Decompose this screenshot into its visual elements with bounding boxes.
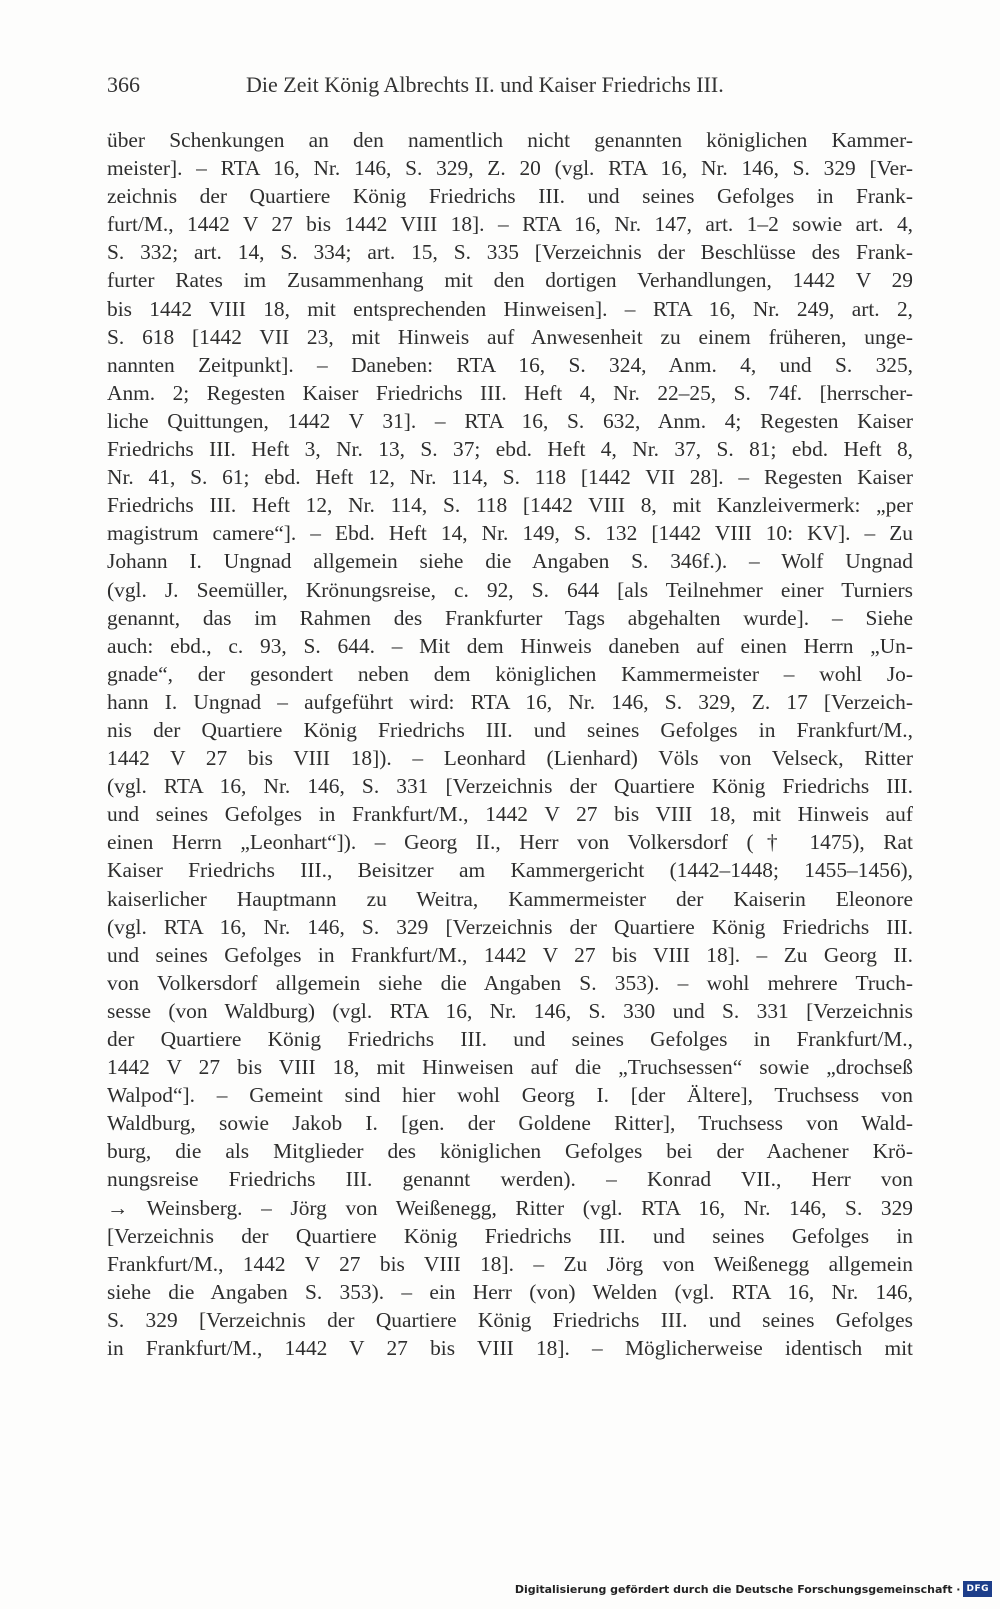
text-line: kaiserlicher Hauptmann zu Weitra, Kammermeister der Kaiserin Eleonore bbox=[107, 886, 913, 911]
text-line: furt/M., 1442 V 27 bis 1442 VIII 18]. – RTA 16, Nr. 147, art. 1–2 sowie art. 4, bbox=[107, 212, 913, 237]
text-line: 1442 V 27 bis VIII 18, mit Hinweisen auf die „Truchsessen“ sowie „drochseß bbox=[107, 1055, 913, 1080]
text-line: S. 332; art. 14, S. 334; art. 15, S. 335 [Verzeichnis der Beschlüsse des Frank- bbox=[107, 240, 913, 265]
text-line: zeichnis der Quartiere König Friedrichs III. und seines Gefolges in Frank- bbox=[107, 184, 913, 209]
text-line: einen Herrn „Leonhart“]). – Georg II., Herr von Volkersdorf († 1475), Rat bbox=[107, 830, 913, 855]
text-line: S. 618 [1442 VII 23, mit Hinweis auf Anwesenheit zu einem früheren, unge- bbox=[107, 324, 913, 349]
text-line: Nr. 41, S. 61; ebd. Heft 12, Nr. 114, S. 118 [1442 VII 28]. – Regesten Kaiser bbox=[107, 465, 913, 490]
text-line: der Quartiere König Friedrichs III. und seines Gefolges in Frankfurt/M., bbox=[107, 1027, 913, 1051]
footer-text: Digitalisierung gefördert durch die Deutsche Forschungsgemeinschaft · bbox=[514, 1582, 961, 1596]
text-line: auch: ebd., c. 93, S. 644. – Mit dem Hinweis daneben auf einen Herrn „Un- bbox=[107, 633, 913, 658]
text-line: meister]. – RTA 16, Nr. 146, S. 329, Z. 20 (vgl. RTA 16, Nr. 146, S. 329 [Ver- bbox=[107, 156, 913, 181]
text-line: liche Quittungen, 1442 V 31]. – RTA 16, S. 632, Anm. 4; Regesten Kaiser bbox=[107, 408, 913, 433]
text-line: Frankfurt/M., 1442 V 27 bis VIII 18]. – Zu Jörg von Weißenegg allgemein bbox=[107, 1251, 913, 1276]
text-line: nungsreise Friedrichs III. genannt werden). – Konrad VII., Herr von bbox=[107, 1167, 913, 1192]
text-line: Walpod“]. – Gemeint sind hier wohl Georg I. [der Ältere], Truchsess von bbox=[107, 1083, 913, 1108]
text-line: Friedrichs III. Heft 12, Nr. 114, S. 118 [1442 VIII 8, mit Kanzleivermerk: „per bbox=[107, 493, 913, 518]
text-line: bis 1442 VIII 18, mit entsprechenden Hinweisen]. – RTA 16, Nr. 249, art. 2, bbox=[107, 296, 913, 321]
text-line: über Schenkungen an den namentlich nicht genannten königlichen Kammer- bbox=[107, 128, 913, 152]
text-line: furter Rates im Zusammenhang mit den dortigen Verhandlungen, 1442 V 29 bbox=[107, 268, 913, 293]
body-text bbox=[107, 126, 913, 1362]
text-line: und seines Gefolges in Frankfurt/M., 1442 V 27 bis VIII 18]. – Zu Georg II. bbox=[107, 942, 913, 967]
text-line: Waldburg, sowie Jakob I. [gen. der Goldene Ritter], Truchsess von Wald- bbox=[107, 1111, 913, 1136]
running-head bbox=[107, 72, 917, 108]
text-line: (vgl. J. Seemüller, Krönungsreise, c. 92, S. 644 [als Teilnehmer einer Turniers bbox=[107, 577, 913, 602]
text-line: burg, die als Mitglieder des königlichen Gefolges bei der Aachener Krö- bbox=[107, 1139, 913, 1164]
text-line: und seines Gefolges in Frankfurt/M., 1442 V 27 bis VIII 18, mit Hinweis auf bbox=[107, 802, 913, 827]
text-line: Friedrichs III. Heft 3, Nr. 13, S. 37; ebd. Heft 4, Nr. 37, S. 81; ebd. Heft 8, bbox=[107, 437, 913, 462]
digitization-footer bbox=[515, 1579, 992, 1599]
running-title: Die Zeit König Albrechts II. und Kaiser Friedrichs III. bbox=[246, 72, 724, 97]
text-line: Anm. 2; Regesten Kaiser Friedrichs III. Heft 4, Nr. 22–25, S. 74f. [herrscher- bbox=[107, 380, 913, 405]
text-line: nis der Quartiere König Friedrichs III. und seines Gefolges in Frankfurt/M., bbox=[107, 717, 913, 742]
text-line: nannten Zeitpunkt]. – Daneben: RTA 16, S. 324, Anm. 4, und S. 325, bbox=[107, 352, 913, 377]
text-line: hann I. Ungnad – aufgeführt wird: RTA 16, Nr. 146, S. 329, Z. 17 [Verzeich- bbox=[107, 689, 913, 714]
text-line: Johann I. Ungnad allgemein siehe die Angaben S. 346f.). – Wolf Ungnad bbox=[107, 549, 913, 574]
text-line: von Volkersdorf allgemein siehe die Angaben S. 353). – wohl mehrere Truch- bbox=[107, 970, 913, 995]
text-line: in Frankfurt/M., 1442 V 27 bis VIII 18]. – Möglicherweise identisch mit bbox=[107, 1336, 913, 1361]
text-line: gnade“, der gesondert neben dem königlichen Kammermeister – wohl Jo- bbox=[107, 661, 913, 686]
dfg-logo-icon: DFG bbox=[963, 1581, 992, 1597]
text-line: 1442 V 27 bis VIII 18]). – Leonhard (Lienhard) Völs von Velseck, Ritter bbox=[107, 746, 913, 771]
text-line: magistrum camere“]. – Ebd. Heft 14, Nr. 149, S. 132 [1442 VIII 10: KV]. – Zu bbox=[107, 521, 913, 546]
text-line: [Verzeichnis der Quartiere König Friedrichs III. und seines Gefolges in bbox=[107, 1223, 913, 1248]
text-line: (vgl. RTA 16, Nr. 146, S. 329 [Verzeichnis der Quartiere König Friedrichs III. bbox=[107, 914, 913, 939]
text-line: sesse (von Waldburg) (vgl. RTA 16, Nr. 146, S. 330 und S. 331 [Verzeichnis bbox=[107, 998, 913, 1023]
text-line: → Weinsberg. – Jörg von Weißenegg, Ritter (vgl. RTA 16, Nr. 146, S. 329 bbox=[107, 1195, 913, 1220]
page-number: 366 bbox=[107, 72, 140, 97]
text-line: (vgl. RTA 16, Nr. 146, S. 331 [Verzeichnis der Quartiere König Friedrichs III. bbox=[107, 774, 913, 799]
text-line: S. 329 [Verzeichnis der Quartiere König Friedrichs III. und seines Gefolges bbox=[107, 1307, 913, 1332]
text-line: siehe die Angaben S. 353). – ein Herr (von) Welden (vgl. RTA 16, Nr. 146, bbox=[107, 1279, 913, 1304]
text-line: genannt, das im Rahmen des Frankfurter Tags abgehalten wurde]. – Siehe bbox=[107, 605, 913, 630]
text-line: Kaiser Friedrichs III., Beisitzer am Kammergericht (1442–1448; 1455–1456), bbox=[107, 858, 913, 883]
